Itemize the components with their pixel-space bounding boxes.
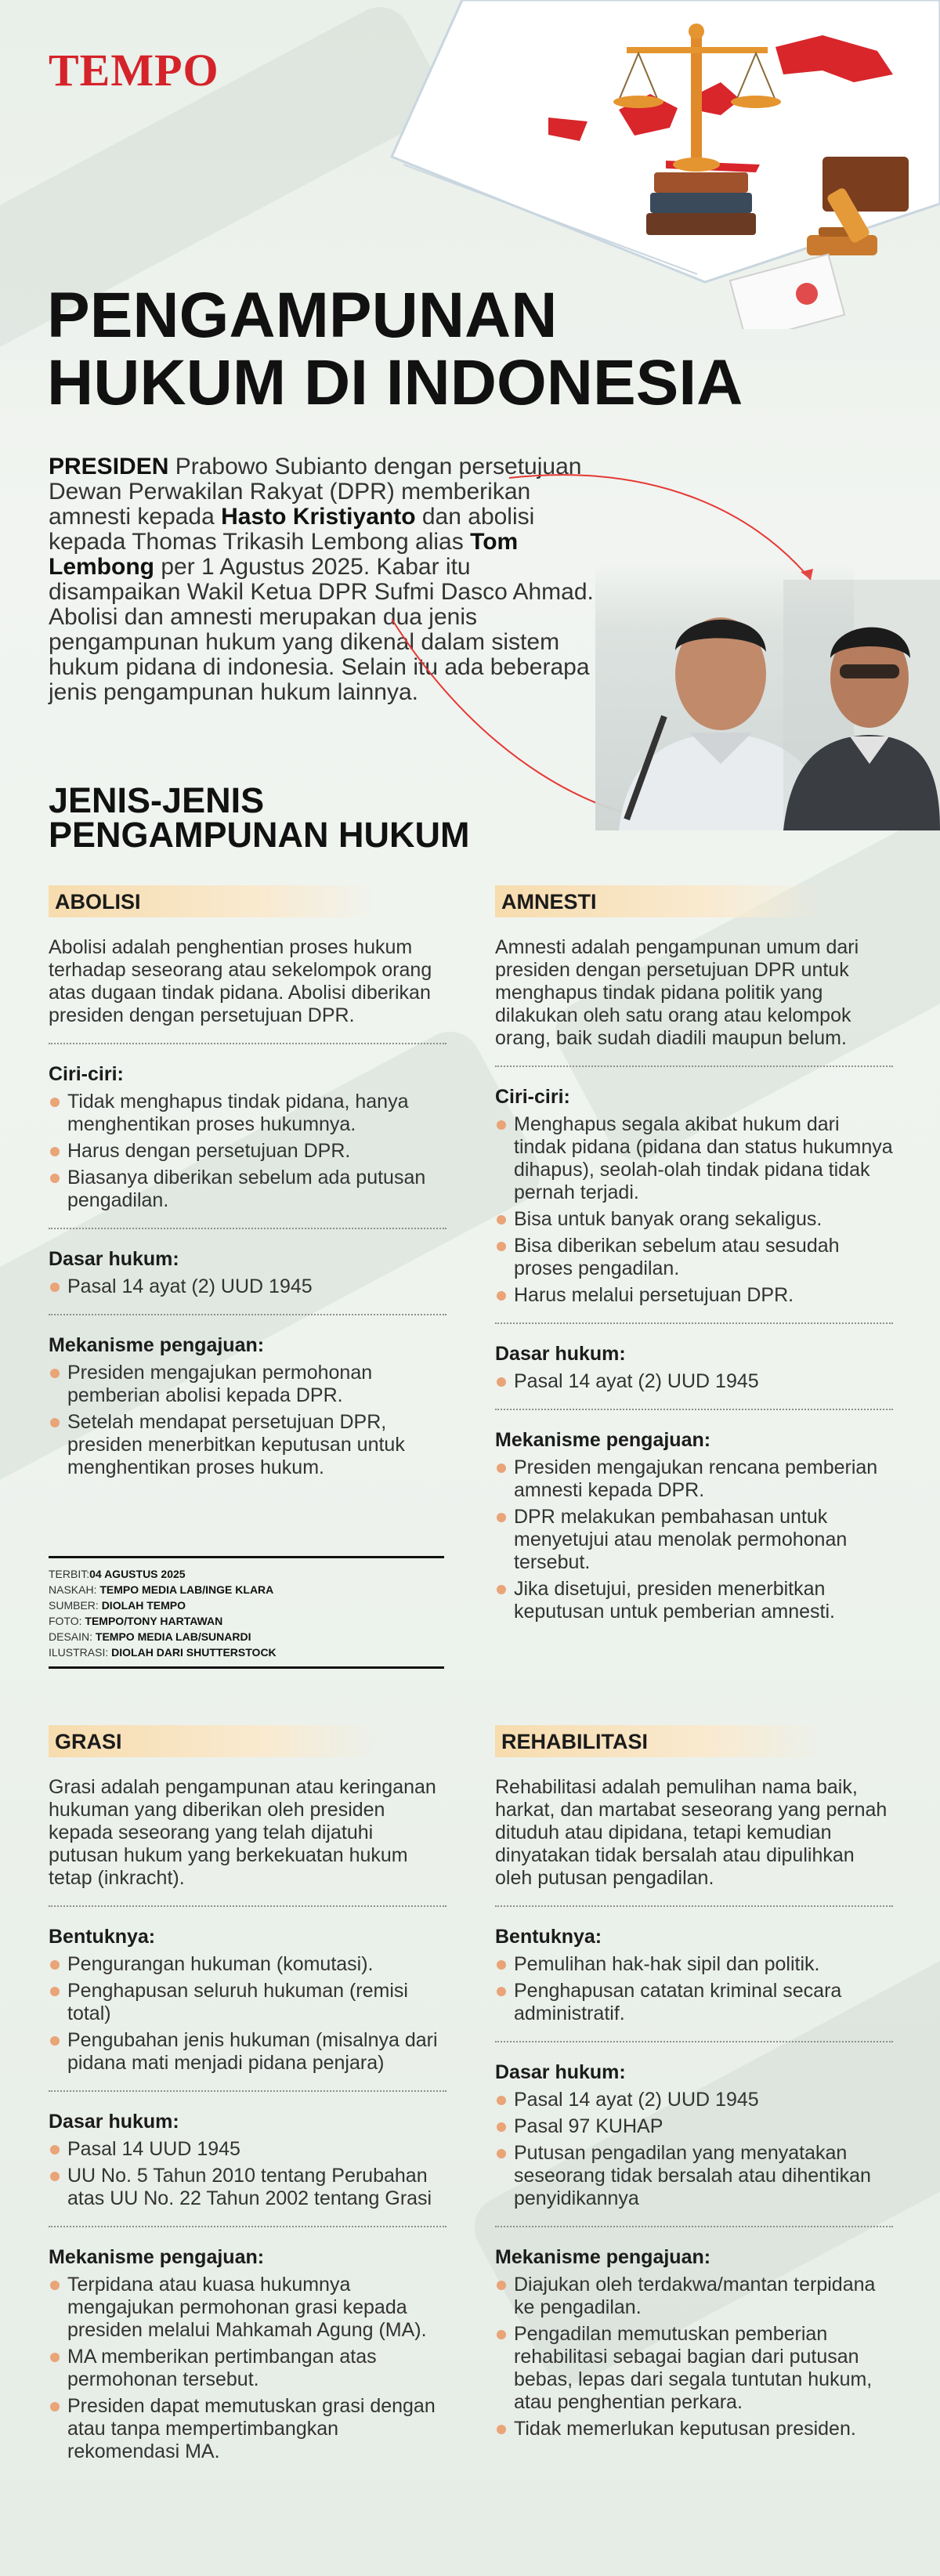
- list-item: UU No. 5 Tahun 2010 tentang Perubahan atas UU No. 22 Tahun 2002 tentang Grasi: [49, 2165, 446, 2210]
- grasi-description: Grasi adalah pengampunan atau keringanan hukuman yang diberikan oleh presiden kepada seseorang yang telah dijatuhi putusan hukum yang berkekuatan hukum tetap (inkracht).: [49, 1776, 436, 1889]
- rehabilitasi-dasar-heading: Dasar hukum:: [495, 2061, 626, 2083]
- list-item: Pengurangan hukuman (komutasi).: [49, 1953, 446, 1976]
- list-item: Pasal 14 ayat (2) UUD 1945: [495, 2089, 893, 2111]
- credit-line: TERBIT:04 AGUSTUS 2025: [49, 1568, 186, 1580]
- amnesti-dasar-list: [495, 1370, 893, 1393]
- list-item: MA memberikan pertimbangan atas permohonan tersebut.: [49, 2346, 446, 2391]
- rehabilitasi-bentuk-list: [495, 1953, 893, 2025]
- list-item: Pasal 14 ayat (2) UUD 1945: [49, 1275, 446, 1298]
- abolisi-label: ABOLISI: [49, 885, 378, 917]
- abolisi-ciri-heading: Ciri-ciri:: [49, 1063, 124, 1085]
- amnesti-description: Amnesti adalah pengampunan umum dari presiden dengan persetujuan DPR untuk menghapus tindak pidana politik yang dilakukan oleh satu orang atau kelompok orang, baik sudah diadili maupun belum.: [495, 936, 859, 1049]
- list-item: Terpidana atau kuasa hukumnya mengajukan permohonan grasi kepada presiden melalui Mahkamah Agung (MA).: [49, 2274, 446, 2342]
- divider: [495, 1322, 893, 1324]
- rehabilitasi-dasar-list: [495, 2089, 893, 2210]
- list-item: Pengadilan memutuskan pemberian rehabilitasi sebagai bagian dari putusan bebas, lepas dari segala tuntutan hukum, atau penghentian perkara.: [495, 2323, 893, 2414]
- card-rehabilitasi: [495, 1725, 893, 2444]
- list-item: Bisa untuk banyak orang sekaligus.: [495, 1208, 893, 1231]
- list-item: Harus dengan persetujuan DPR.: [49, 1140, 446, 1163]
- divider: [49, 1314, 446, 1315]
- amnesti-ciri-heading: Ciri-ciri:: [495, 1086, 570, 1108]
- grasi-dasar-heading: Dasar hukum:: [49, 2111, 179, 2133]
- divider: [49, 2090, 446, 2092]
- list-item: Setelah mendapat persetujuan DPR, presiden menerbitkan keputusan untuk menghentikan proses hukum.: [49, 1411, 446, 1479]
- abolisi-mekanisme-list: [49, 1362, 446, 1479]
- amnesti-mekanisme-heading: Mekanisme pengajuan:: [495, 1429, 711, 1451]
- credit-line: FOTO: TEMPO/TONY HARTAWAN: [49, 1615, 223, 1627]
- list-item: Pasal 97 KUHAP: [495, 2115, 893, 2138]
- divider: [495, 2226, 893, 2227]
- list-item: Pasal 14 ayat (2) UUD 1945: [495, 1370, 893, 1393]
- amnesti-dasar-heading: Dasar hukum:: [495, 1343, 626, 1365]
- list-item: Pengubahan jenis hukuman (misalnya dari pidana mati menjadi pidana penjara): [49, 2029, 446, 2075]
- page-title: PENGAMPUNAN HUKUM DI INDONESIA: [47, 280, 743, 418]
- grasi-bentuk-heading: Bentuknya:: [49, 1926, 156, 1948]
- credit-line: DESAIN: TEMPO MEDIA LAB/SUNARDI: [49, 1630, 251, 1643]
- card-grasi: [49, 1725, 446, 2467]
- divider: [49, 1905, 446, 1907]
- amnesti-mekanisme-list: [495, 1456, 893, 1623]
- credit-line: ILUSTRASI: DIOLAH DARI SHUTTERSTOCK: [49, 1646, 277, 1659]
- credit-line: SUMBER: DIOLAH TEMPO: [49, 1599, 186, 1612]
- intro-paragraph: PRESIDEN Prabowo Subianto dengan persetujuan Dewan Perwakilan Rakyat (DPR) memberikan amnesti kepada Hasto Kristiyanto dan abolisi kepada Thomas Trikasih Lembong alias Tom Lembong per 1 Agustus 2025. Kabar itu disampaikan Wakil Ketua DPR Sufmi Dasco Ahmad. Abolisi dan amnesti merupakan dua jenis pengampunan hukum yang dikenal dalam sistem hukum pidana di indonesia. Selain itu ada beberapa jenis pengampunan hukum lainnya.: [49, 454, 594, 705]
- list-item: Bisa diberikan sebelum atau sesudah proses pengadilan.: [495, 1235, 893, 1280]
- book-stack-icon: [646, 172, 756, 235]
- credits-box: [49, 1556, 444, 1669]
- list-item: Pemulihan hak-hak sipil dan politik.: [495, 1953, 893, 1976]
- list-item: Biasanya diberikan sebelum ada putusan pengadilan.: [49, 1167, 446, 1212]
- credit-line: NASKAH: TEMPO MEDIA LAB/INGE KLARA: [49, 1583, 274, 1596]
- card-amnesti: [495, 885, 893, 1627]
- list-item: Tidak menghapus tindak pidana, hanya menghentikan proses hukumnya.: [49, 1091, 446, 1136]
- list-item: Putusan pengadilan yang menyatakan seseorang tidak bersalah atau dihentikan penyidikannya: [495, 2142, 893, 2210]
- list-item: Harus melalui persetujuan DPR.: [495, 1284, 893, 1307]
- rehabilitasi-bentuk-heading: Bentuknya:: [495, 1926, 602, 1948]
- divider: [495, 1409, 893, 1410]
- grasi-label: GRASI: [49, 1725, 378, 1757]
- abolisi-ciri-list: [49, 1091, 446, 1212]
- list-item: Penghapusan seluruh hukuman (remisi total): [49, 1980, 446, 2025]
- rehabilitasi-label: REHABILITASI: [495, 1725, 824, 1757]
- grasi-mekanisme-heading: Mekanisme pengajuan:: [49, 2246, 265, 2268]
- divider: [495, 1905, 893, 1907]
- divider: [49, 1228, 446, 1229]
- amnesti-label: AMNESTI: [495, 885, 824, 917]
- list-item: Tidak memerlukan keputusan presiden.: [495, 2418, 893, 2440]
- grasi-bentuk-list: [49, 1953, 446, 2075]
- divider: [49, 2226, 446, 2227]
- list-item: Pasal 14 UUD 1945: [49, 2138, 446, 2161]
- divider: [495, 2041, 893, 2042]
- card-abolisi: [49, 885, 446, 1483]
- grasi-mekanisme-list: [49, 2274, 446, 2463]
- grasi-dasar-list: [49, 2138, 446, 2210]
- list-item: Presiden dapat memutuskan grasi dengan atau tanpa mempertimbangkan rekomendasi MA.: [49, 2395, 446, 2463]
- amnesti-ciri-list: [495, 1113, 893, 1307]
- rehabilitasi-mekanisme-heading: Mekanisme pengajuan:: [495, 2246, 711, 2268]
- abolisi-dasar-heading: Dasar hukum:: [49, 1248, 179, 1270]
- list-item: Diajukan oleh terdakwa/mantan terpidana ke pengadilan.: [495, 2274, 893, 2319]
- list-item: DPR melakukan pembahasan untuk menyetujui atau menolak permohonan tersebut.: [495, 1506, 893, 1574]
- rehabilitasi-mekanisme-list: [495, 2274, 893, 2440]
- divider: [49, 1043, 446, 1044]
- list-item: Presiden mengajukan rencana pemberian amnesti kepada DPR.: [495, 1456, 893, 1502]
- portrait-photo-hasto-kristiyanto: [783, 580, 940, 830]
- list-item: Jika disetujui, presiden menerbitkan keputusan untuk pemberian amnesti.: [495, 1578, 893, 1623]
- rehabilitasi-description: Rehabilitasi adalah pemulihan nama baik, harkat, dan martabat seseorang yang pernah dituduh atau dipidana, tetapi kemudian dinyatakan tidak bersalah atau dipulihkan oleh putusan pengadilan.: [495, 1776, 888, 1889]
- list-item: Penghapusan catatan kriminal secara administratif.: [495, 1980, 893, 2025]
- section-title: JENIS-JENIS PENGAMPUNAN HUKUM: [49, 780, 470, 855]
- tempo-logo: TEMPO: [49, 45, 219, 96]
- divider: [495, 1065, 893, 1067]
- abolisi-description: Abolisi adalah penghentian proses hukum terhadap seseorang atau sekelompok orang atas dugaan tindak pidana. Abolisi diberikan presiden dengan persetujuan DPR.: [49, 936, 432, 1026]
- abolisi-mekanisme-heading: Mekanisme pengajuan:: [49, 1334, 265, 1356]
- list-item: Presiden mengajukan permohonan pemberian abolisi kepada DPR.: [49, 1362, 446, 1407]
- list-item: Menghapus segala akibat hukum dari tindak pidana (pidana dan status hukumnya dihapus), seolah-olah tindak pidana tidak pernah terjadi.: [495, 1113, 893, 1204]
- abolisi-dasar-list: [49, 1275, 446, 1298]
